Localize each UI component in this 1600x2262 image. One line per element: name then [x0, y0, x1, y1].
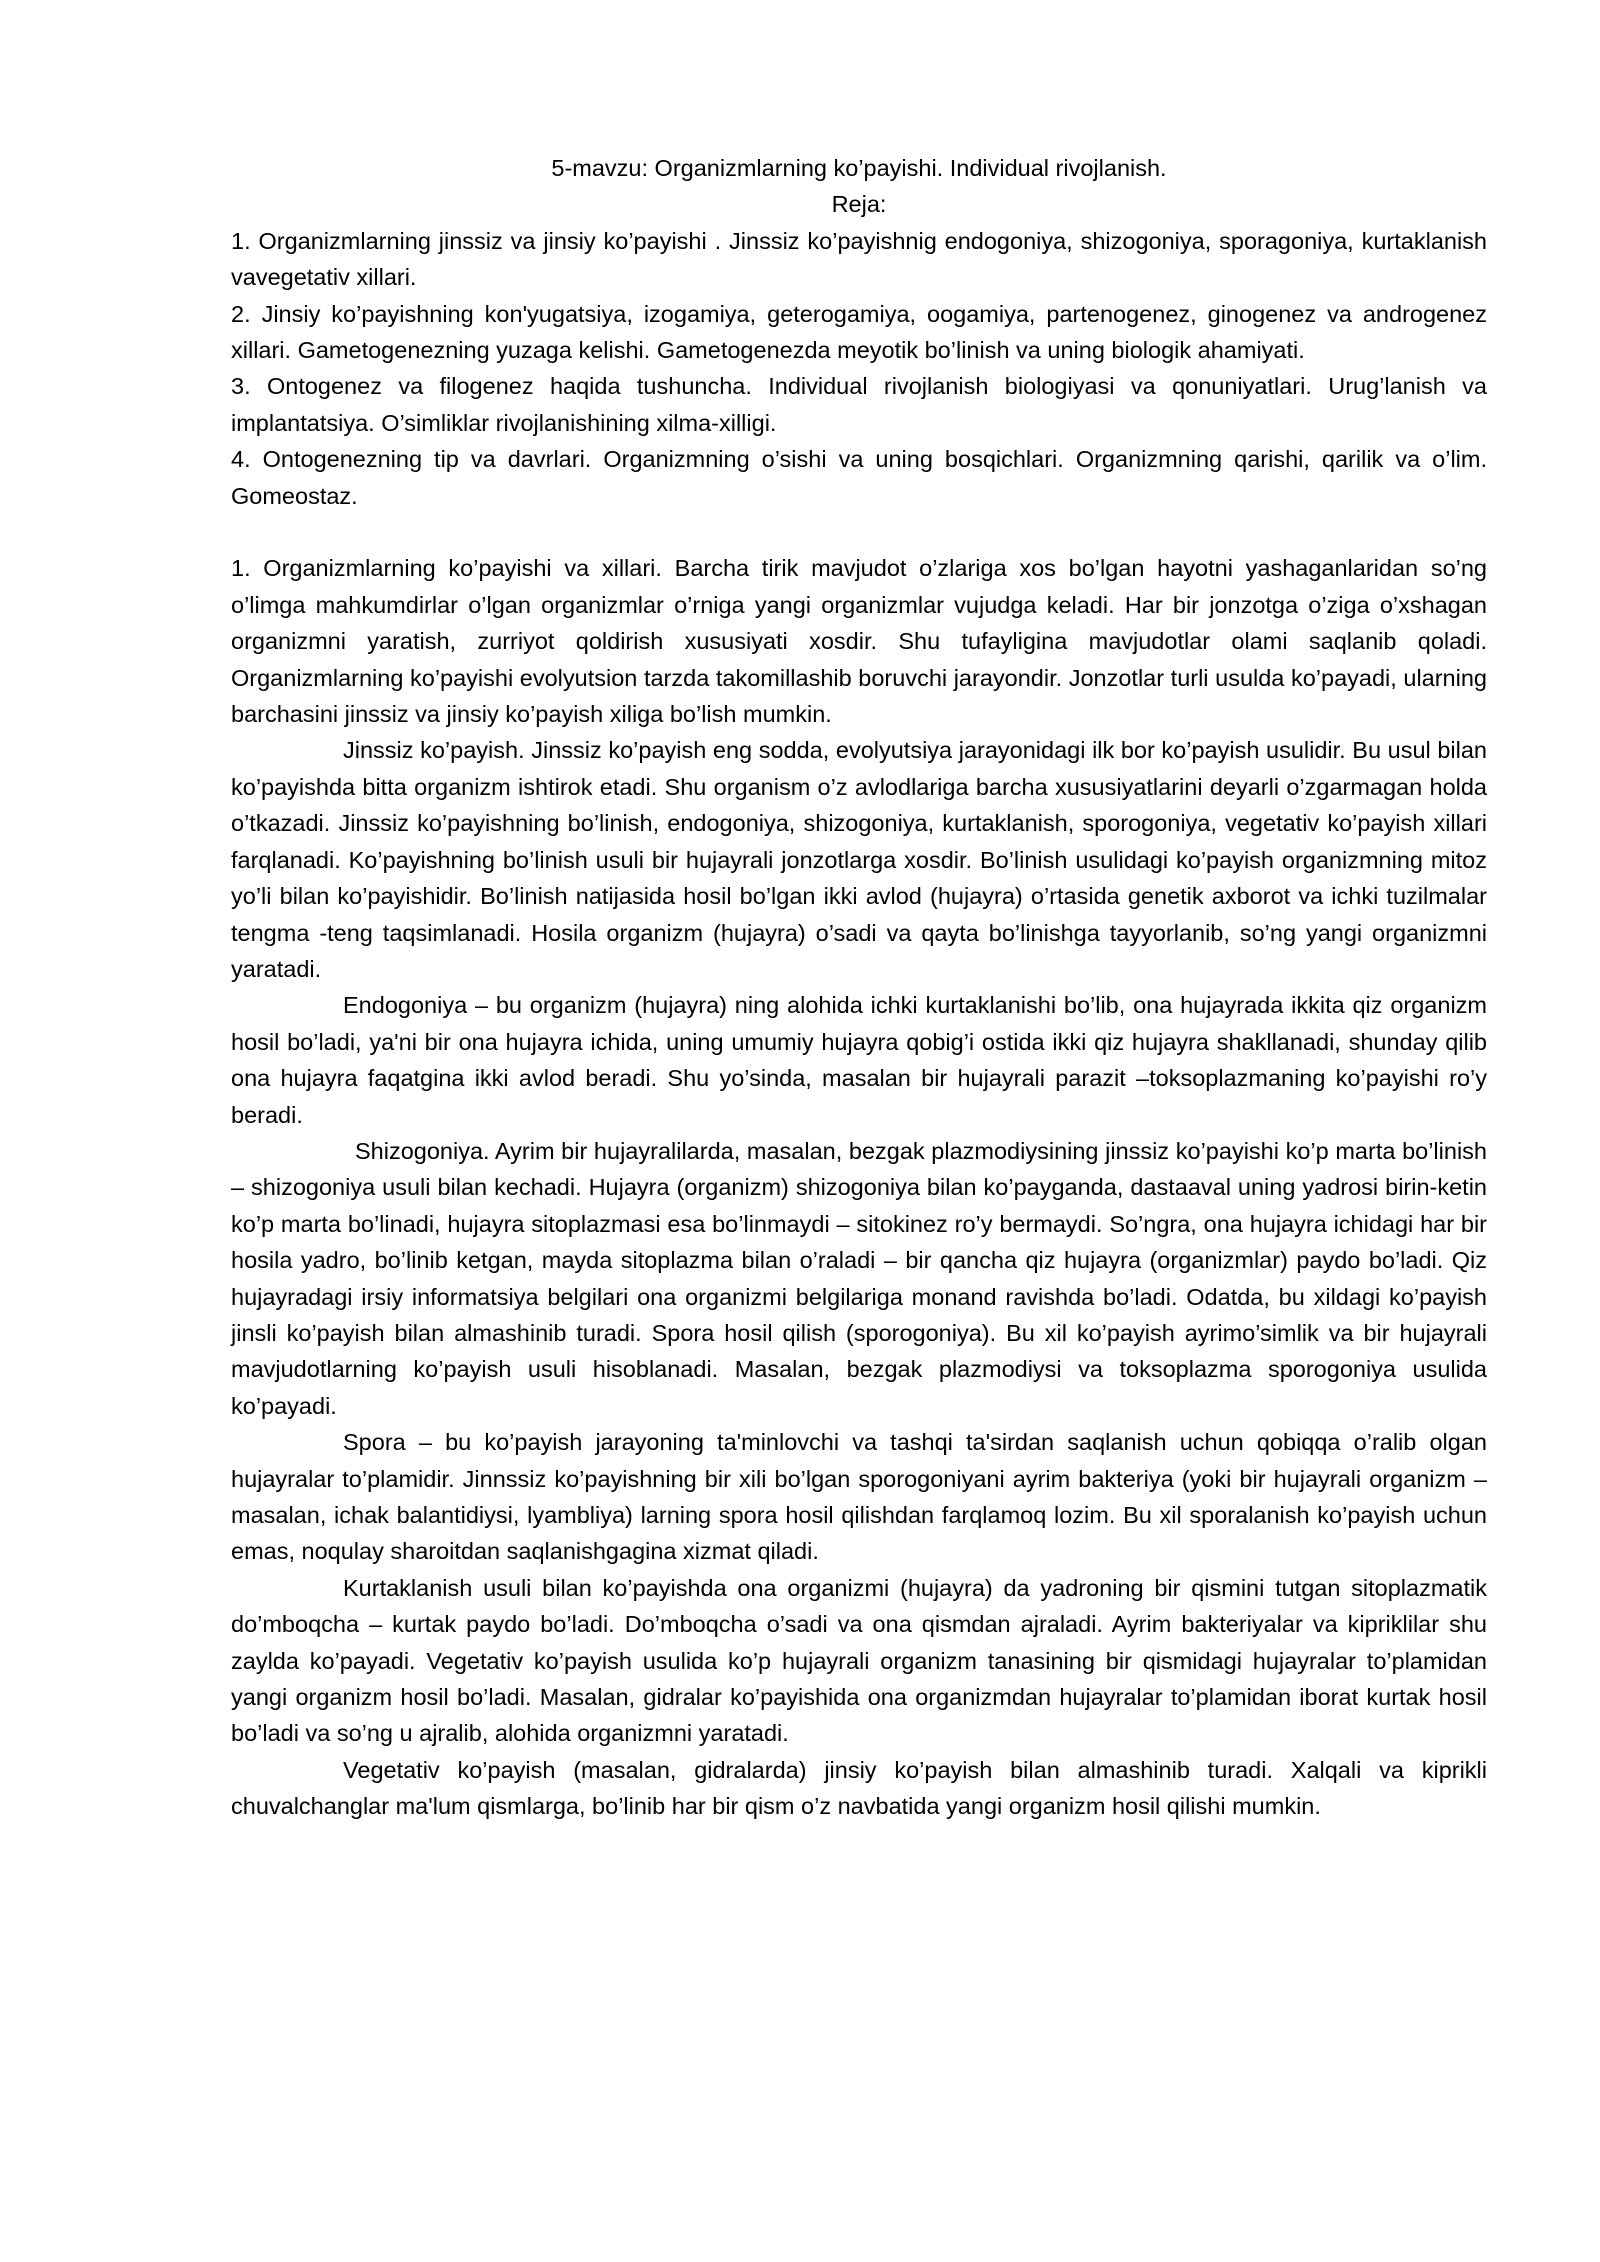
paragraph-endogony: Endogoniya – bu organizm (hujayra) ning alohida ichki kurtaklanishi bo’lib, ona hujayrada ikkita qiz organizm hosil bo’ladi, ya'ni bir ona hujayra ichida, uning umumiy hujayra qobig’i ostida ikki qiz hujayra shakllanadi, shunday qilib ona hujayra faqatgina ikki avlod beradi. Shu yo’sinda, masalan bir hujayrali parazit –toksoplazmaning ko’payishi ro’y beradi.	[231, 992, 1487, 1128]
paragraph-reproduction: 1. Organizmlarning ko’payishi va xillari. Barcha tirik mavjudot o’zlariga xos bo’lgan hayotni yashaganlaridan so’ng o’limga mahkumdirlar o’lgan organizmlar o’rniga yangi organizmlar vujudga keladi. Har bir jonzotga o’ziga o’xshagan organizmni yaratish, zurriyot qoldirish xususiyati xosdir. Shu tufayligina mavjudotlar olami saqlanib qoladi. Organizmlarning ko’payishi evolyutsion tarzda takomillashib boruvchi jarayondir. Jonzotlar turli usulda ko’payadi, ularning barchasini jinssiz va jinsiy ko’payish xiliga bo’lish mumkin.	[231, 555, 1487, 728]
plan-item-2: 2. Jinsiy ko’payishning kon'yugatsiya, izogamiya, geterogamiya, oogamiya, partenogenez, ginogenez va androgenez xillari. Gametogenezning yuzaga kelishi. Gametogenezda meyotik bo’linish va uning biologik ahamiyati.	[231, 300, 1487, 364]
paragraph-schizogony: Shizogoniya. Ayrim bir hujayralilarda, masalan, bezgak plazmodiysining jinssiz ko’payishi ko’p marta bo’linish – shizogoniya usuli bilan kechadi. Hujayra (organizm) shizogoniya bilan ko’payganda, dastaaval uning yadrosi birin-ketin ko’p marta bo’linadi, hujayra sitoplazmasi esa bo’linmaydi – sitokinez ro’y bermaydi. So’ngra, ona hujayra ichidagi har bir hosila yadro, bo’linib ketgan, mayda sitoplazma bilan o’raladi – bir qancha qiz hujayra (organizmlar) paydo bo’ladi. Qiz hujayradagi irsiy informatsiya belgilari ona organizmi belgilariga monand ravishda bo’ladi. Odatda, bu xildagi ko’payish jinsli ko’payish bilan almashinib turadi. Spora hosil qilish (sporogoniya). Bu xil ko’payish ayrimo’simlik va bir hujayrali mavjudotlarning ko’payish usuli hisoblanadi. Masalan, bezgak plazmodiysi va toksoplazma sporogoniya usulida ko’payadi.	[231, 1137, 1487, 1419]
plan-item-3: 3. Ontogenez va filogenez haqida tushuncha. Individual rivojlanish biologiyasi va qonuniyatlari. Urug’lanish va implantatsiya. O’simliklar rivojlanishining xilma-xilligi.	[231, 373, 1487, 436]
spacer	[231, 514, 1487, 550]
plan-heading: Reja:	[831, 191, 887, 218]
paragraph-asexual: Jinssiz ko’payish. Jinssiz ko’payish eng sodda, evolyutsiya jarayonidagi ilk bor ko’payish usulidir. Bu usul bilan ko’payishda bitta organizm ishtirok etadi. Shu organism o’z avlodlariga barcha xususiyatlarini deyarli o’zgarmagan holda o’tkazadi. Jinssiz ko’payishning bo’linish, endogoniya, shizogoniya, kurtaklanish, sporogoniya, vegetativ ko’payish xillari farqlanadi. Ko’payishning bo’linish usuli bir hujayrali jonzotlarga xosdir. Bo’linish usulidagi ko’payish organizmning mitoz yo’li bilan ko’payishidir. Bo’linish natijasida hosil bo’lgan ikki avlod (hujayra) o’rtasida genetik axborot va ichki tuzilmalar tengma -teng taqsimlanadi. Hosila organizm (hujayra) o’sadi va qayta bo’linishga tayyorlanib, so’ng yangi organizmni yaratadi.	[231, 737, 1487, 982]
paragraph-spore: Spora – bu ko’payish jarayoning ta'minlovchi va tashqi ta'sirdan saqlanish uchun qobiqqa o’ralib olgan hujayralar to’plamidir. Jinnssiz ko’payishning bir xili bo’lgan sporogoniyani ayrim bakteriya (yoki bir hujayrali organizm – masalan, ichak balantidiysi, lyambliya) larning spora hosil qilishdan farqlamoq lozim. Bu xil sporalanish ko’payish uchun emas, noqulay sharoitdan saqlanishgagina xizmat qiladi.	[231, 1429, 1487, 1565]
document-title: 5-mavzu: Organizmlarning ko’payishi. Individual rivojlanish.	[551, 155, 1167, 181]
paragraph-budding: Kurtaklanish usuli bilan ko’payishda ona organizmi (hujayra) da yadroning bir qismini tutgan sitoplazmatik do’mboqcha – kurtak paydo bo’ladi. Do’mboqcha o’sadi va ona qismdan ajraladi. Ayrim bakteriyalar va kipriklilar shu zaylda ko’payadi. Vegetativ ko’payish usulida ko’p hujayrali organizm tanasining bir qismidagi hujayralar to’plamidan yangi organizm hosil bo’ladi. Masalan, gidralar ko’payishida ona organizmdan hujayralar to’plamidan iborat kurtak hosil bo’ladi va so’ng u ajralib, alohida organizmni yaratadi.	[231, 1574, 1487, 1747]
plan-item-1: 1. Organizmlarning jinssiz va jinsiy ko’payishi . Jinssiz ko’payishnig endogoniya, shizogoniya, sporagoniya, kurtaklanish vavegetativ xillari.	[231, 227, 1487, 291]
paragraph-vegetative: Vegetativ ko’payish (masalan, gidralarda) jinsiy ko’payish bilan almashinib turadi. Xalqali va kiprikli chuvalchanglar ma'lum qismlarga, bo’linib har bir qism o’z navbatida yangi organizm hosil qilishi mumkin.	[231, 1756, 1487, 1820]
document-page	[231, 150, 1487, 1825]
plan-item-4: 4. Ontogenezning tip va davrlari. Organizmning o’sishi va uning bosqichlari. Organizmning qarishi, qarilik va o’lim. Gomeostaz.	[231, 446, 1487, 509]
